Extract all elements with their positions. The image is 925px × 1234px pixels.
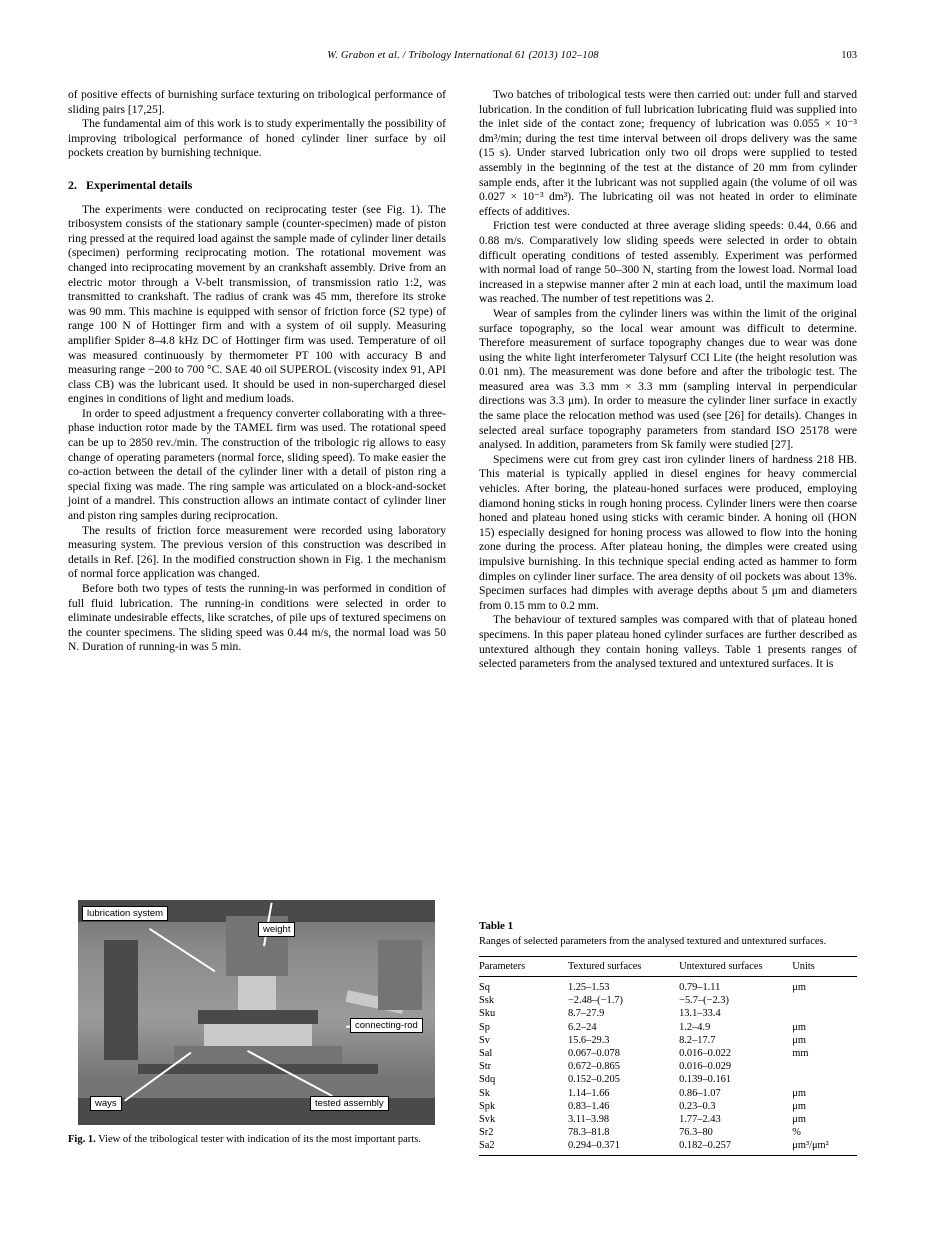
figure-1 xyxy=(68,900,446,1146)
table-cell: −5.7–(−2.3) xyxy=(679,995,729,1007)
table-cell: 0.83–1.46 xyxy=(567,1100,610,1112)
table-cell: Sq xyxy=(479,982,490,993)
table-cell: μm³/μm² xyxy=(792,1140,829,1152)
table-cell: μm xyxy=(792,1034,806,1046)
table-cell: 78.3–81.8 xyxy=(567,1127,610,1139)
table-cell: 1.14–1.66 xyxy=(567,1087,610,1099)
table-cell: 0.067–0.078 xyxy=(567,1047,620,1059)
table-row xyxy=(479,1034,857,1047)
table-cell: 1.77–2.43 xyxy=(679,1113,721,1125)
table-cell: 13.1–33.4 xyxy=(679,1008,721,1020)
label-tested-assembly: tested assembly xyxy=(310,1096,389,1111)
table-cell: −2.48–(−1.7) xyxy=(567,995,623,1007)
table-cell: Sr2 xyxy=(479,1127,494,1139)
table-label: Table 1 xyxy=(479,920,514,932)
figure-caption xyxy=(68,1133,446,1146)
table-row xyxy=(479,1020,857,1033)
table-cell: % xyxy=(792,1127,801,1139)
section-number: 2. xyxy=(68,177,77,192)
paragraph: Before both two types of tests the running-in was performed in condition of full fluid lubrication. The running-in conditions were selected in order to eliminate undesirable effects, like scratches, of pile ups of textured specimens on the counter specimens. The sliding speed was 0.44 m/s, the normal load was 50 N. Duration of running-in was 5 min. xyxy=(68,582,446,654)
figure-caption-text: View of the tribological tester with indication of its the most important parts. xyxy=(98,1134,421,1145)
table-cell: Sp xyxy=(479,1021,490,1033)
table-header-cell: Parameters xyxy=(479,957,568,977)
table-cell: Sk xyxy=(479,1087,490,1099)
table-cell: 0.79–1.11 xyxy=(679,982,721,993)
figure-image xyxy=(78,900,435,1125)
table-cell: Str xyxy=(479,1061,492,1073)
label-lubrication-system: lubrication system xyxy=(82,906,168,921)
label-ways: ways xyxy=(90,1096,122,1111)
table-cell: Sku xyxy=(479,1008,496,1020)
table-cell: Sa2 xyxy=(479,1140,495,1152)
paragraph: The fundamental aim of this work is to study experimentally the possibility of improving tribological performance of honed cylinder liner surface by oil pockets creation by burnishing technique. xyxy=(68,117,446,160)
table-cell: μm xyxy=(792,1087,806,1099)
photo-shape xyxy=(204,1024,312,1046)
section-heading xyxy=(68,178,446,193)
table-cell: μm xyxy=(792,1021,806,1033)
table-cell xyxy=(792,1007,857,1020)
table-cell: 8.7–27.9 xyxy=(567,1008,605,1020)
table-cell: 0.139–0.161 xyxy=(679,1074,732,1086)
table-cell: 0.152–0.205 xyxy=(567,1074,620,1086)
table-1 xyxy=(479,920,857,1156)
table-header-cell: Textured surfaces xyxy=(568,957,679,977)
table-row xyxy=(479,1126,857,1139)
table-cell: 76.3–80 xyxy=(679,1127,713,1139)
table-cell: 0.294–0.371 xyxy=(567,1140,620,1152)
paragraph: The experiments were conducted on reciprocating tester (see Fig. 1). The tribosystem consists of the stationary sample (counter-specimen) made of piston ring pressed at the required load against the sample made of cylinder liner details (specimen) performing reciprocating motion. The rotational movement was changed into reciprocating movement by an crankshaft assembly. Drive from an electric motor through a V-belt transmission, of transmission ratio 1:2, was transmitted to crankshaft. The radius of crank was 45 mm, therefore its stroke was 90 mm. This machine is equipped with sensor of friction force (S2 type) of range 100 N of Hottinger firm and with a system of oil supply. Measuring amplifier Spider 8–4.8 kHz DC of Hottinger firm was used. Temperature of oil was measured continuously by thermometer PT 100 with accuracy B and measuring range −200 to 700 °C. SAE 40 oil SUPEROL (viscosity index 91, API class CB) was the lubricant used. It should be used in non-supercharged diesel engines in conditions of light and medium loads. xyxy=(68,202,446,406)
table-cell: 3.11–3.98 xyxy=(567,1113,610,1125)
running-head: W. Grabon et al. / Tribology International 61 (2013) 102–108 xyxy=(327,50,599,61)
table-cell xyxy=(792,1060,857,1073)
table-cell xyxy=(792,994,857,1007)
table-cell: Sv xyxy=(479,1034,490,1046)
table-cell: 1.25–1.53 xyxy=(567,982,610,993)
figure-caption-label: Fig. 1. xyxy=(68,1134,96,1145)
table-row xyxy=(479,994,857,1007)
table-cell: 0.016–0.022 xyxy=(679,1047,732,1059)
table-cell: Ssk xyxy=(479,995,495,1007)
table-cell: 6.2–24 xyxy=(567,1021,597,1033)
paragraph: The behaviour of textured samples was compared with that of plateau honed specimens. In this paper plateau honed cylinder surfaces are further described as untextured although they contain honing valleys. Table 1 presents ranges of selected parameters from the analysed textured and untextured surfaces. It is xyxy=(479,613,857,671)
table-row xyxy=(479,977,857,995)
table-body xyxy=(479,977,857,1156)
photo-shape xyxy=(104,940,138,1060)
table-cell: μm xyxy=(792,1100,806,1112)
table-cell: 0.86–1.07 xyxy=(679,1087,721,1099)
table-row xyxy=(479,1007,857,1020)
table-cell: μm xyxy=(792,982,806,993)
photo-shape xyxy=(378,940,422,1010)
table-cell: 1.2–4.9 xyxy=(679,1021,711,1033)
paragraph: Specimens were cut from grey cast iron cylinder liners of hardness 218 HB. This material is typically applied in diesel engines for heavy commercial vehicles. After boring, the plateau-honed surfaces were produced, employing diamond honing sticks in rough honing process. Cylinder liners were then coarse honed and plateau honed using sticks with ceramic binder. A honing oil (HON 15) especially designed for honing process was allowed to flow into the honing zone during the process. After plateau honing, the dimples were created using impulsive burnishing. In this technique special ending acted as hammer to form dimples on cylinder liner surface. The area density of oil pockets was about 13%. Specimen surfaces had dimples with average depths about 5 μm and diameters from 0.15 mm to 0.2 mm. xyxy=(479,452,857,612)
table-row xyxy=(479,1113,857,1126)
table-cell: Sdq xyxy=(479,1074,496,1086)
table-cell: 0.672–0.865 xyxy=(567,1061,620,1073)
table-cell: 0.182–0.257 xyxy=(679,1140,732,1152)
table-row xyxy=(479,1139,857,1156)
table-cell: 0.23–0.3 xyxy=(679,1100,716,1112)
photo-shape xyxy=(238,976,276,1010)
table-row xyxy=(479,1100,857,1113)
table-caption: Ranges of selected parameters from the analysed textured and untextured surfaces. xyxy=(479,936,827,947)
paragraph: Two batches of tribological tests were then carried out: under full and starved lubrication. In the condition of full lubrication lubricating fluid was supplied into the inlet side of the contact zone; frequency of lubrication was 0.055 × 10⁻³ dm³/min; during the test time interval between oil drops delivery was the same (15 s). Under starved lubrication only two oil drops were supplied to tested assembly in the beginning of the test at the distance of 20 mm from cylinder sample ends, after it the lubricant was not supplied again (the volume of oil was 0.027 × 10⁻³ dm³). The lubricating oil was not heated in order to eliminate effects of additives. xyxy=(479,88,857,218)
paragraph: In order to speed adjustment a frequency converter collaborating with a three-phase induction rotor made by the TAMEL firm was used. The rotational speed can be up to 2850 rev./min. The construction of the tribologic rig allows to easy change of operating parameters (normal force, sliding speed). To make easier the co-action between the detail of the cylinder liner with a detail of piston ring a special fixing was made. The ring sample was articulated on a block-and-socket joint of a mandrel. This construction allows an intimate contact of cylinder liner and piston ring samples during reciprocation. xyxy=(68,406,446,523)
table-cell: 15.6–29.3 xyxy=(567,1034,610,1046)
table-data xyxy=(479,956,857,1156)
label-connecting-rod: connecting-rod xyxy=(350,1018,423,1033)
left-column xyxy=(68,88,446,655)
table-cell: mm xyxy=(792,1047,809,1059)
right-column xyxy=(479,88,857,672)
section-title: Experimental details xyxy=(86,177,193,192)
table-row xyxy=(479,1086,857,1099)
table-cell: Spk xyxy=(479,1100,496,1112)
page-number: 103 xyxy=(841,50,857,61)
paragraph: Friction test were conducted at three average sliding speeds: 0.44, 0.66 and 0.88 m/s. Comparatively low sliding speeds were selected in order to obtain difficult operating conditions of tested assembly. Experiment was performed with normal load of range 50–300 N, starting from the lowest load. Normal load increased in a stepwise manner after 2 min at each load, until the maximum load was reached. The number of test repetitions was 2. xyxy=(479,219,857,306)
table-header-cell: Units xyxy=(792,957,857,977)
paragraph: of positive effects of burnishing surface texturing on tribological performance of sliding pairs [17,25]. xyxy=(68,88,446,116)
table-row xyxy=(479,1047,857,1060)
table-cell xyxy=(792,1073,857,1086)
table-cell: 8.2–17.7 xyxy=(679,1034,716,1046)
paragraph: The results of friction force measurement were recorded using laboratory measuring system. The previous version of this construction was described in details in Ref. [26]. In the modified construction shown in Fig. 1 the mechanism of normal force application was changed. xyxy=(68,523,446,581)
table-header-cell: Untextured surfaces xyxy=(679,957,792,977)
photo-shape xyxy=(198,1010,318,1024)
table-row xyxy=(479,1060,857,1073)
table-row xyxy=(479,1073,857,1086)
paragraph: Wear of samples from the cylinder liners was within the limit of the original surface topography, so the local wear amount was difficult to determine. Therefore measurement of surface topography changes due to wear was done using the white light interferometer Talysurf CCI Lite (the height resolution was 0.01 nm). The measurement was done before and after the tribologic test. The measured area was 3.3 mm × 3.3 mm (sampling interval in perpendicular directions was 3.3 μm). In order to measure the cylinder liner surface in exactly the same place the relocation method was used (see [26] for details). Changes in selected areal surface topography parameters from standard ISO 25178 were analysed. In addition, parameters from Sk family were studied [27]. xyxy=(479,306,857,452)
label-weight: weight xyxy=(258,922,295,937)
table-header-row xyxy=(479,957,857,977)
table-cell: μm xyxy=(792,1113,806,1125)
table-cell: Sal xyxy=(479,1047,493,1059)
table-cell: 0.016–0.029 xyxy=(679,1061,732,1073)
table-cell: Svk xyxy=(479,1113,496,1125)
